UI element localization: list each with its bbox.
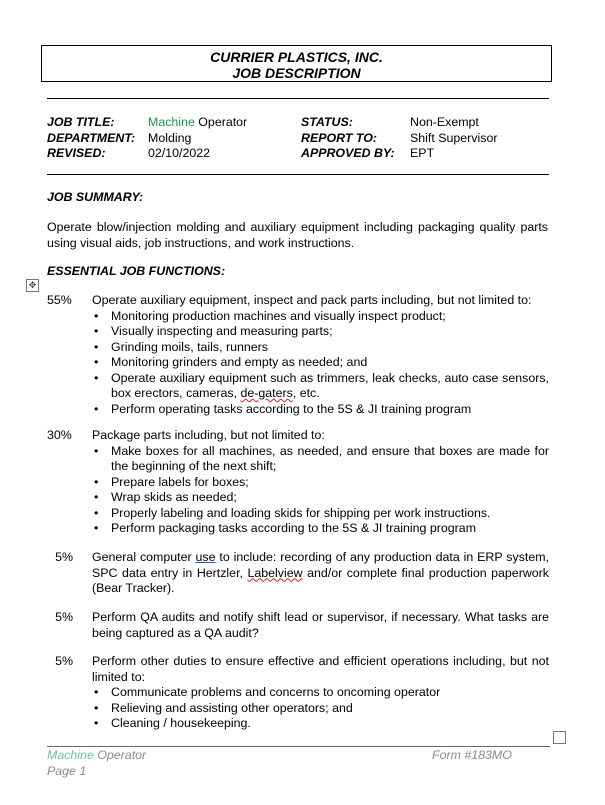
info-row-2 <box>47 131 549 147</box>
job-title-rest: Operator <box>194 115 248 129</box>
info-row-3 <box>47 146 549 162</box>
text-run: and/or complete final production paperwork (Bear Tracker). <box>92 565 549 595</box>
footer <box>47 748 146 779</box>
function-5-text: Perform other duties to ensure effective and efficient operations including, but not limited to: <box>92 654 549 684</box>
job-title-highlight: Machine <box>148 115 195 129</box>
list-item: • Grinding moils, tails, runners <box>92 340 549 356</box>
footer-divider <box>47 746 550 747</box>
function-2 <box>47 428 549 537</box>
function-5-percent: 5% <box>55 654 73 668</box>
function-3-percent: 5% <box>55 550 73 564</box>
table-move-handle-icon[interactable]: ✥ <box>26 279 39 292</box>
function-3-text <box>92 550 549 597</box>
footer-form-number: Form #183MO <box>432 748 512 762</box>
divider-top <box>47 98 549 99</box>
footer-title-highlight: Machine <box>47 748 94 762</box>
footer-title-rest: Operator <box>93 748 147 762</box>
function-4-text: Perform QA audits and notify shift lead or supervisor, if necessary. What tasks are being captured as a QA audit? <box>92 610 549 640</box>
report-to-value: Shift Supervisor <box>410 130 498 145</box>
list-item: • Prepare labels for boxes; <box>92 475 549 491</box>
function-1-percent: 55% <box>47 293 72 307</box>
list-item-text-end: , etc. <box>292 386 320 400</box>
grammar-flag-word: use <box>195 550 216 564</box>
job-title-label: JOB TITLE: <box>47 115 115 129</box>
list-item: • Properly labeling and loading skids for shipping per work instructions. <box>92 506 549 522</box>
function-1-text: Operate auxiliary equipment, inspect and pack parts including, but not limited to: <box>92 293 532 307</box>
document-title-box <box>41 45 552 82</box>
status-value: Non-Exempt <box>410 115 479 129</box>
approved-by-value: EPT <box>410 146 435 160</box>
list-item: • Perform packaging tasks according to the 5S & JI training program <box>92 521 549 537</box>
list-item: • Wrap skids as needed; <box>92 490 549 506</box>
list-item: • Relieving and assisting other operators; and <box>92 701 549 717</box>
footer-title <box>47 748 146 764</box>
function-4-percent: 5% <box>55 610 73 624</box>
function-2-list <box>92 444 549 537</box>
function-4 <box>47 610 549 641</box>
list-item <box>92 371 549 402</box>
text-run: General computer <box>92 550 196 564</box>
info-row-1 <box>47 115 549 131</box>
function-1 <box>47 293 549 417</box>
footer-page-number: Page 1 <box>47 763 87 778</box>
list-item: • Make boxes for all machines, as needed, and ensure that boxes are made for the beginning of the next shift; <box>92 444 549 475</box>
list-item: • Visually inspecting and measuring parts; <box>92 324 549 340</box>
job-info-block <box>47 115 549 162</box>
job-summary-text: Operate blow/injection molding and auxiliary equipment including packaging quality parts using visual aids, job instructions, and work instructions. <box>47 220 548 250</box>
function-2-text: Package parts including, but not limited to: <box>92 428 325 442</box>
list-item: • Monitoring grinders and empty as needed; and <box>92 355 549 371</box>
list-item: • Communicate problems and concerns to oncoming operator <box>92 685 549 701</box>
company-name: CURRIER PLASTICS, INC. <box>210 49 383 65</box>
function-3 <box>47 550 549 597</box>
function-2-percent: 30% <box>47 428 72 442</box>
spellcheck-word: Labelview <box>247 565 303 580</box>
text-run: to include: recording of any production data in ERP system, SPC data entry in Hertzler, <box>92 550 549 580</box>
list-item-text: Operate auxiliary equipment such as trimmers, leak checks, auto case sensors, box erectors, cameras, <box>111 370 549 400</box>
list-item: • Cleaning / housekeeping. <box>92 716 549 732</box>
report-to-label: REPORT TO: <box>301 130 377 145</box>
function-5 <box>47 654 549 732</box>
revised-value: 02/10/2022 <box>148 146 211 160</box>
department-value: Molding <box>148 130 192 145</box>
document-type: JOB DESCRIPTION <box>232 65 361 81</box>
table-resize-handle[interactable] <box>553 731 566 744</box>
job-summary-heading: JOB SUMMARY: <box>47 190 144 204</box>
spellcheck-word: de-gaters <box>240 386 293 400</box>
function-1-list <box>92 309 549 418</box>
list-item: • Perform operating tasks according to the 5S & JI training program <box>92 402 549 418</box>
function-5-list <box>92 685 549 732</box>
department-label: DEPARTMENT: <box>47 130 136 145</box>
approved-by-label: APPROVED BY: <box>301 146 395 160</box>
revised-label: REVISED: <box>47 146 106 160</box>
list-item: • Monitoring production machines and visually inspect product; <box>92 309 549 325</box>
status-label: STATUS: <box>301 115 353 129</box>
essential-functions-heading: ESSENTIAL JOB FUNCTIONS: <box>47 264 226 278</box>
divider-bottom <box>47 174 549 175</box>
job-title-value <box>148 115 247 131</box>
